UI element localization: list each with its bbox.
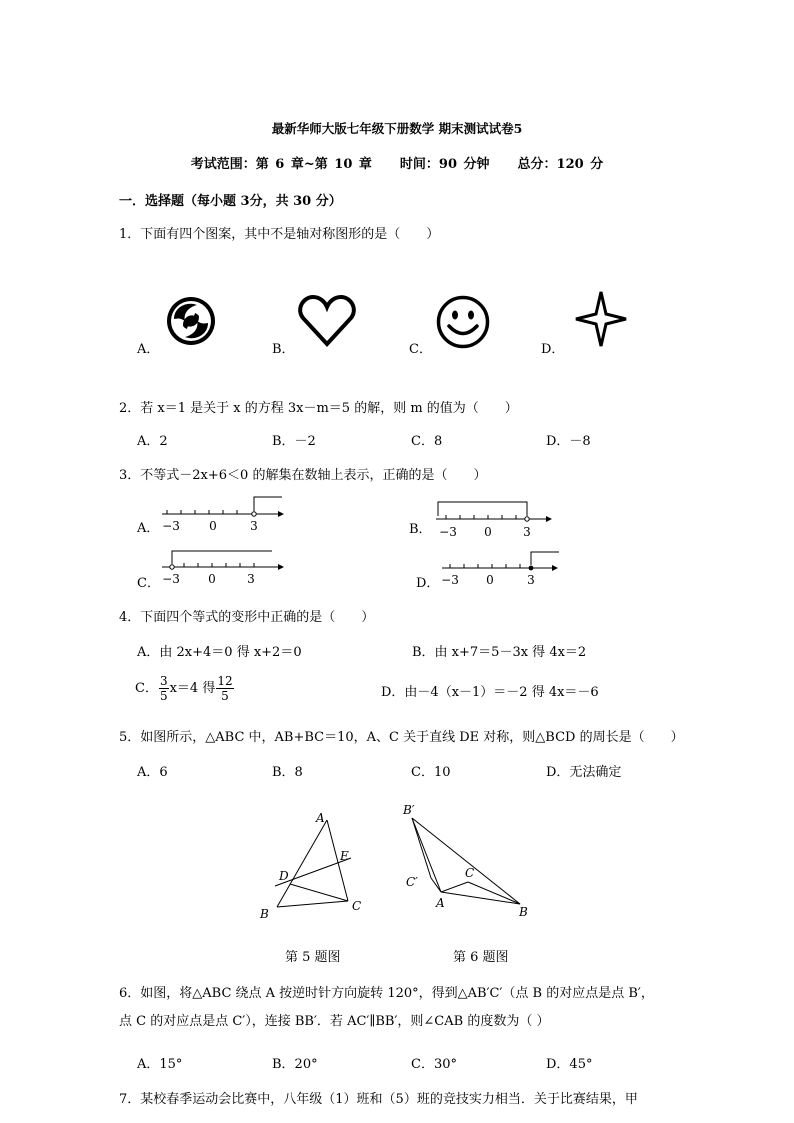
fraction: [159, 674, 169, 703]
numerator: 12: [217, 674, 233, 688]
q1-label-c: C．: [409, 342, 432, 357]
point-label: A: [316, 811, 325, 825]
tick-label: 0: [484, 525, 492, 539]
point-label: E: [340, 849, 349, 863]
q6-line2: 点 C 的对应点是点 C′），连接 BB′．若 AC′∥BB′，则∠CAB 的度数为（ ）: [119, 1014, 550, 1029]
q6-option-a: A．15°: [137, 1057, 183, 1072]
q3-label-d: D．: [416, 576, 440, 591]
number-line-d: [438, 548, 568, 592]
q3-label-c: C．: [137, 576, 160, 591]
q4-option-a: A．由 2x+4＝0 得 x+2＝0: [137, 645, 302, 660]
swirl-emblem-icon: [165, 295, 217, 347]
fraction: [216, 674, 233, 703]
tick-label: −3: [162, 572, 180, 586]
exam-info: [0, 153, 794, 172]
q5-option-d: D．无法确定: [546, 765, 622, 780]
q4-option-d: D．由－4（x－1）＝－2 得 4x＝－6: [381, 685, 599, 700]
q6-option-b: B．20°: [272, 1057, 318, 1072]
q3-stem: 3．不等式－2x+6＜0 的解集在数轴上表示，正确的是（ ）: [119, 468, 487, 483]
exam-total: 总分：120 分: [517, 157, 604, 172]
q5-option-b: B．8: [272, 765, 303, 780]
tick-label: 3: [527, 573, 535, 587]
numerator: 3: [159, 674, 168, 688]
point-label: C′: [406, 875, 418, 889]
q7-line1: 7．某校春季运动会比赛中，八年级（1）班和（5）班的竞技实力相当．关于比赛结果，甲: [119, 1092, 638, 1107]
point-label: B: [519, 905, 528, 919]
number-line-b: [432, 499, 562, 543]
q2-option-c: C．8: [411, 434, 443, 449]
q4-c-prefix: C．: [135, 681, 158, 696]
tick-label: 3: [247, 572, 255, 586]
q5-stem: 5．如图所示，△ABC 中，AB+BC＝10，A、C 关于直线 DE 对称，则△BCD 的周长是（ ）: [119, 730, 684, 745]
denominator: 5: [221, 689, 229, 703]
denominator: 5: [159, 689, 168, 703]
q1-label-d: D．: [541, 342, 565, 357]
smiley-face-icon: [436, 295, 490, 349]
tick-label: 0: [486, 573, 494, 587]
tick-label: 3: [250, 519, 258, 533]
point-label: B′: [403, 803, 415, 817]
q4-stem: 4．下面四个等式的变形中正确的是（ ）: [119, 610, 375, 625]
point-label: A: [436, 896, 445, 910]
exam-scope: 考试范围：第 6 章~第 10 章: [190, 157, 372, 172]
q1-stem: 1．下面有四个图案，其中不是轴对称图形的是（ ）: [119, 227, 440, 242]
four-point-star-icon: [574, 290, 628, 348]
figure-6-rotation: [400, 800, 535, 920]
q4-c-mid: x＝4 得: [169, 681, 216, 696]
figure-5-triangle: [255, 808, 365, 923]
tick-label: 0: [208, 572, 216, 586]
point-label: C: [352, 899, 362, 913]
q6-option-c: C．30°: [411, 1057, 457, 1072]
heart-icon: [298, 294, 356, 348]
tick-label: −3: [441, 573, 459, 587]
point-label: D: [279, 869, 289, 883]
q1-label-a: A．: [137, 342, 160, 357]
q2-stem: 2．若 x＝1 是关于 x 的方程 3x－m＝5 的解，则 m 的值为（ ）: [119, 401, 518, 416]
tick-label: −3: [162, 519, 180, 533]
q5-option-a: A．6: [137, 765, 168, 780]
q3-label-a: A．: [137, 521, 160, 536]
q2-option-a: A．2: [137, 434, 168, 449]
number-line-c: [158, 547, 288, 591]
q6-line1: 6．如图，将△ABC 绕点 A 按逆时针方向旋转 120°，得到△AB′C′（点 B 的对应点是点 B′，: [119, 986, 654, 1001]
tick-label: 3: [523, 525, 531, 539]
figure-6-caption: 第 6 题图: [453, 950, 509, 965]
q4-option-c: [135, 674, 235, 703]
q4-option-b: B．由 x+7＝5－3x 得 4x＝2: [412, 645, 587, 660]
point-label: C: [465, 866, 475, 880]
exam-time: 时间：90 分钟: [399, 157, 490, 172]
exam-title: 最新华师大版七年级下册数学 期末测试试卷5: [271, 121, 523, 136]
q5-option-c: C．10: [411, 765, 451, 780]
tick-label: 0: [209, 519, 217, 533]
figure-5-caption: 第 5 题图: [285, 950, 341, 965]
tick-label: −3: [439, 525, 457, 539]
point-label: B: [260, 907, 269, 921]
section-heading: 一．选择题（每小题 3分，共 30 分）: [119, 194, 342, 209]
q1-label-b: B．: [272, 342, 295, 357]
number-line-a: [158, 494, 288, 538]
q2-option-d: D．－8: [546, 434, 591, 449]
q6-option-d: D．45°: [546, 1057, 593, 1072]
q2-option-b: B．－2: [272, 434, 316, 449]
q3-label-b: B．: [409, 522, 432, 537]
